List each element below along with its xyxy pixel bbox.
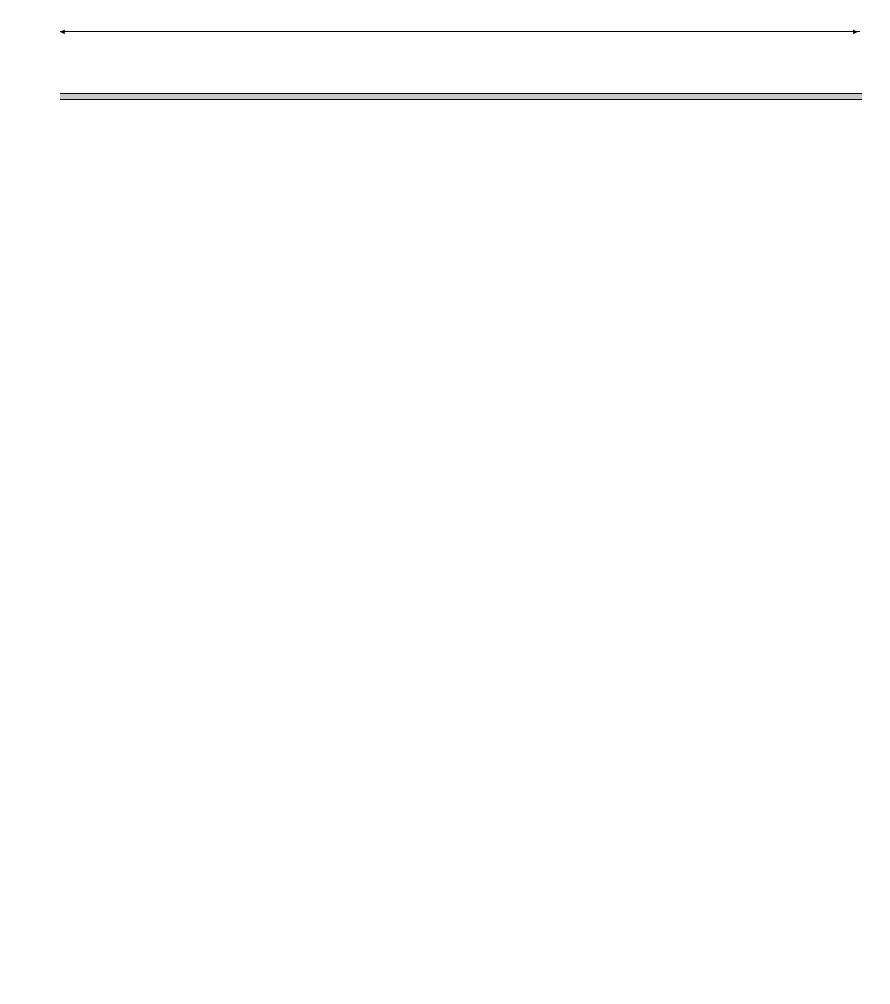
ruler-left-arrow: ◀: [60, 27, 65, 36]
ruler-axis: [60, 31, 860, 32]
ruler-right-arrow: ▶: [853, 27, 858, 36]
cyto-band-bar[interactable]: [60, 93, 862, 100]
